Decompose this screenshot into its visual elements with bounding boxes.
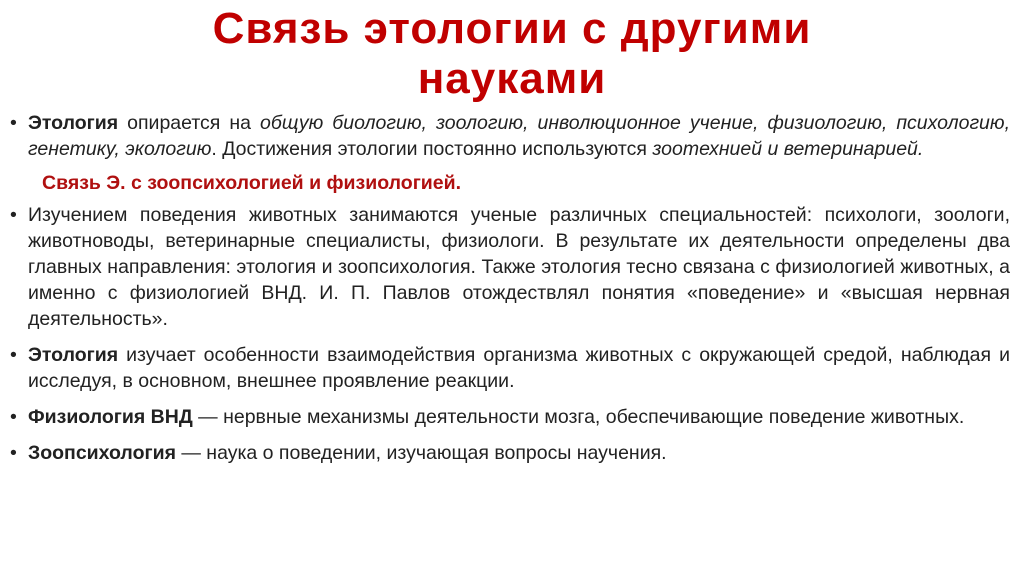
bullet-marker: • [10, 406, 17, 428]
slide-content [8, 110, 1010, 466]
term-zoopsychology: Зоопсихология [28, 442, 176, 464]
bullet-marker: • [10, 204, 17, 226]
bullet-physiology-definition [8, 404, 1010, 430]
bullet-marker: • [10, 344, 17, 366]
term-physiology: Физиология ВНД [28, 406, 193, 428]
paragraph-text: Изучением поведения животных занимаются ученые различных специальностей: психологи, зоологи, животноводы, ветеринарные специалисты, физиологи. В результате их деятельности определены два главных направления: этология и зоопсихология. Также этология тесно связана с физиологией животных, а именно с физиологией ВНД. И. П. Павлов отождествлял понятия «поведение» и «высшая нервная деятельность». [28, 204, 1010, 330]
term-ethology: Этология [28, 344, 119, 366]
title-line-1: Связь этологии с другими [212, 4, 812, 53]
slide-title [0, 4, 1024, 104]
title-line-2: науками [417, 54, 607, 103]
term-ethology: Этология [28, 112, 119, 134]
definition-text: изучает особенности взаимодействия организма животных с окружающей средой, наблюдая и исследуя, в основном, внешнее проявление реакции. [28, 344, 1010, 392]
text-segment: опирается на [118, 112, 261, 134]
applied-fields: зоотехнией и ветеринарией. [652, 138, 924, 160]
definition-text: — нервные механизмы деятельности мозга, обеспечивающие поведение животных. [192, 406, 965, 428]
text-segment: . Достижения этологии постоянно используются [211, 138, 653, 160]
definition-text: — наука о поведении, изучающая вопросы научения. [175, 442, 667, 464]
bullet-marker: • [10, 112, 17, 134]
bullet-ethology-foundations [8, 110, 1010, 162]
bullet-marker: • [10, 442, 17, 464]
sciences-list: общую биологию, зоологию, инволюционное учение, физиологию, психологию, генетику, экологию [28, 112, 1010, 160]
bullet-zoopsychology-definition [8, 440, 1010, 466]
subheading: Связь Э. с зоопсихологией и физиологией. [42, 172, 462, 194]
bullet-behavior-study [8, 202, 1010, 332]
bullet-ethology-definition [8, 342, 1010, 394]
